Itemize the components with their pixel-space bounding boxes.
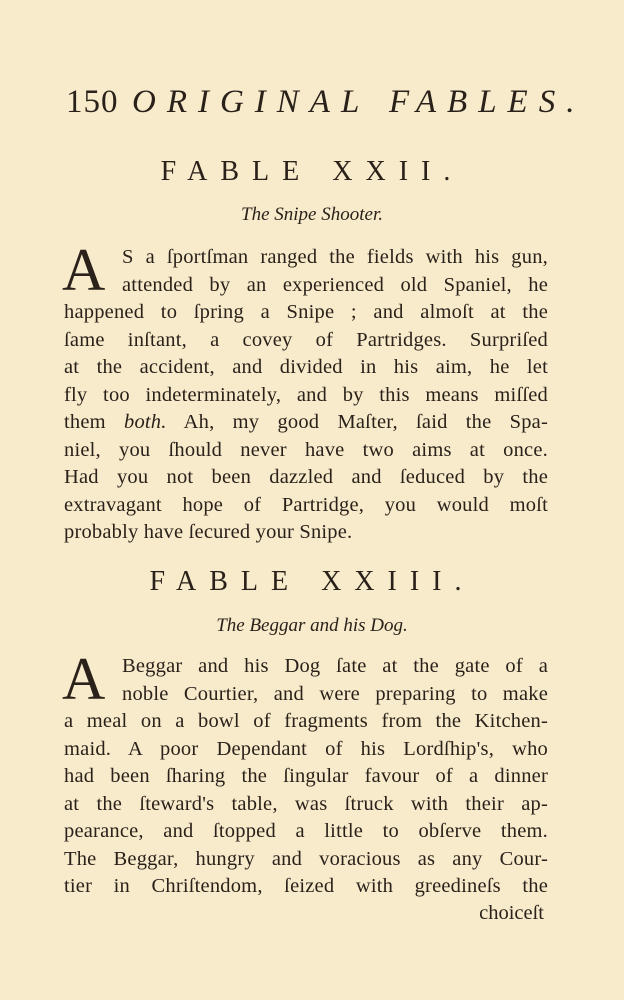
drop-cap: A	[62, 237, 106, 303]
text-line: The Beggar, hungry and voracious as any Cour-	[64, 847, 548, 870]
fable-title: FABLE XXIII.	[149, 566, 475, 597]
text-line: Beggar and his Dog ſate at the gate of a	[122, 655, 548, 677]
text-line: fly too indeterminately, and by this means miſſed	[64, 383, 548, 406]
catchword: choiceſt	[479, 902, 544, 924]
fable-body	[62, 646, 548, 901]
fable-subtitle: The Beggar and his Dog.	[216, 615, 408, 636]
drop-cap: A	[62, 646, 106, 712]
fable-subtitle: The Snipe Shooter.	[241, 204, 383, 225]
text-line	[64, 409, 548, 437]
text-line: happened to ſpring a Snipe ; and almoſt at the	[64, 301, 548, 323]
page-number: 150	[66, 84, 119, 120]
text-line: tier in Chriſtendom, ſeized with greedineſs the	[64, 875, 548, 897]
text-segment: Ah, my good Maſter, ſaid the Spa-	[166, 411, 548, 433]
italic-word: both.	[124, 411, 167, 433]
text-line: at the accident, and divided in his aim, he let	[64, 356, 548, 378]
text-line: S a ſportſman ranged the fields with his gun,	[122, 246, 548, 268]
text-line: at the ſteward's table, was ſtruck with their ap-	[64, 792, 548, 815]
text-line: maid. A poor Dependant of his Lordſhip's, who	[64, 737, 548, 760]
text-line: probably have ſecured your Snipe.	[64, 521, 353, 543]
text-line: noble Courtier, and were preparing to make	[122, 682, 548, 705]
text-line: ſame inſtant, a covey of Partridges. Surpriſed	[64, 328, 548, 351]
text-segment: them	[64, 411, 124, 433]
running-header	[66, 82, 586, 122]
fable-title: FABLE XXII.	[160, 156, 464, 187]
text-line: a meal on a bowl of fragments from the Kitchen-	[64, 710, 548, 732]
text-line: had been ſharing the ſingular favour of a dinner	[64, 765, 548, 787]
text-line: extravagant hope of Partridge, you would moſt	[64, 493, 548, 516]
running-title: ORIGINAL FABLES.	[132, 84, 586, 120]
fable-body	[62, 237, 548, 547]
text-line: Had you not been dazzled and ſeduced by the	[64, 466, 548, 488]
text-line: niel, you ſhould never have two aims at once.	[64, 438, 548, 461]
text-line: attended by an experienced old Spaniel, he	[122, 273, 548, 296]
text-line: pearance, and ſtopped a little to obſerve them.	[64, 820, 548, 842]
